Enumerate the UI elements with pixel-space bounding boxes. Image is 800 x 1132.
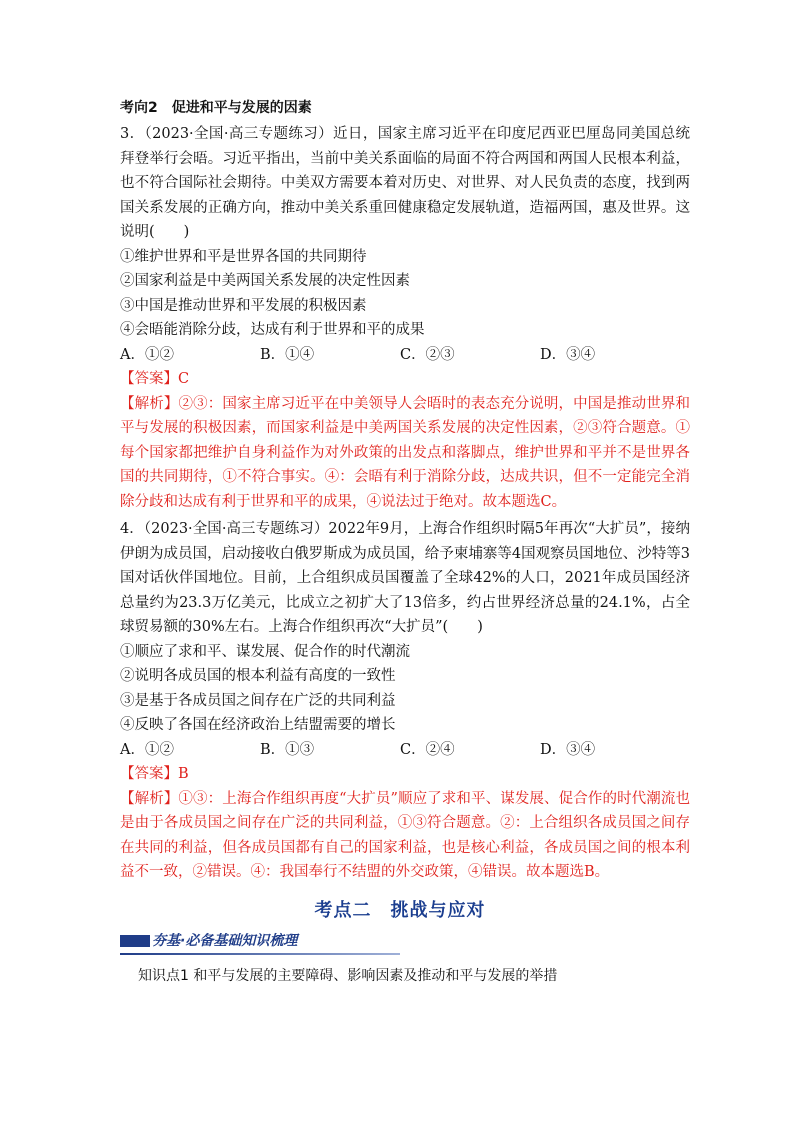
question-3-answer: 【答案】C bbox=[120, 371, 190, 387]
knowledge-point: 知识点1 和平与发展的主要障碍、影响因素及推动和平与发展的举措 bbox=[138, 968, 558, 984]
question-4-option-2: ②说明各成员国的根本利益有高度的一致性 bbox=[120, 668, 396, 684]
question-3-option-1: ①维护世界和平是世界各国的共同期待 bbox=[120, 248, 367, 265]
section-heading: 考向2 促进和平与发展的因素 bbox=[120, 100, 312, 116]
question-4-option-3: ③是基于各成员国之间存在广泛的共同利益 bbox=[120, 692, 396, 709]
kaodian-title: 考点二 挑战与应对 bbox=[314, 900, 486, 921]
section-banner bbox=[120, 929, 400, 955]
banner-underline bbox=[120, 953, 400, 955]
choice-c: C．②④ bbox=[400, 741, 455, 758]
choice-a: A．①② bbox=[120, 346, 174, 363]
question-4-option-4: ④反映了各国在经济政治上结盟需要的增长 bbox=[120, 717, 396, 733]
question-3-option-3: ③中国是推动世界和平发展的积极因素 bbox=[120, 297, 367, 314]
question-4-stem: 4．（2023·全国·高三专题练习）2022年9月，上海合作组织时隔5年再次“大扩员”，接纳伊朗为成员国，启动接收白俄罗斯成为成员国，给予柬埔寨等4国观察员国地位、沙特等3国对话伙伴国地位。目前，上合组织成员国覆盖了全球42%的人口，2021年成员国经济总量约为23.3万亿美元，比成立之初扩大了13倍多，约占世界经济总量的24.1%，占全球贸易额的30%左右。上海合作组织再次“大扩员”( ) bbox=[120, 521, 690, 635]
choice-c: C．②③ bbox=[400, 346, 455, 363]
choice-d: D．③④ bbox=[540, 741, 596, 758]
question-3-stem: 3．（2023·全国·高三专题练习）近日，国家主席习近平在印度尼西亚巴厘岛同美国总统拜登举行会晤。习近平指出，当前中美关系面临的局面不符合两国和两国人民根本利益，也不符合国际社会期待。中美双方需要本着对历史、对世界、对人民负责的态度，找到两国关系发展的正确方向，推动中美关系重回健康稳定发展轨道，造福两国，惠及世界。这说明( ) bbox=[120, 126, 690, 240]
choice-b: B．①③ bbox=[260, 741, 315, 758]
question-3-analysis: 【解析】②③：国家主席习近平在中美领导人会晤时的表态充分说明，中国是推动世界和平与发展的积极因素，而国家利益是中美两国关系发展的决定性因素，②③符合题意。①每个国家都把维护自身利益作为对外政策的出发点和落脚点，维护世界和平并不是世界各国的共同期待，①不符合事实。④：会晤有利于消除分歧，达成共识，但不一定能完全消除分歧和达成有利于世界和平的成果，④说法过于绝对。故本题选C。 bbox=[120, 395, 690, 510]
question-4-analysis: 【解析】①③：上海合作组织再度“大扩员”顺应了求和平、谋发展、促合作的时代潮流也是由于各成员国之间存在广泛的共同利益，①③符合题意。②：上合组织各成员国之间存在共同的利益，但各成员国都有自己的国家利益，也是核心利益，各成员国之间的根本利益不一致，②错误。④：我国奉行不结盟的外交政策，④错误。故本题选B。 bbox=[120, 790, 690, 880]
banner-label: 夯基·必备基础知识梳理 bbox=[152, 933, 298, 949]
question-3 bbox=[120, 122, 690, 514]
choice-a: A．①② bbox=[120, 741, 174, 758]
question-4-answer: 【答案】B bbox=[120, 766, 189, 782]
question-3-choices bbox=[120, 343, 690, 368]
question-4-choices bbox=[120, 738, 690, 763]
banner-bar bbox=[120, 935, 150, 947]
choice-d: D．③④ bbox=[540, 346, 596, 363]
question-4 bbox=[120, 517, 690, 885]
question-4-option-1: ①顺应了求和平、谋发展、促合作的时代潮流 bbox=[120, 643, 410, 660]
choice-b: B．①④ bbox=[260, 346, 315, 363]
question-3-option-2: ②国家利益是中美两国关系发展的决定性因素 bbox=[120, 273, 410, 289]
question-3-option-4: ④会晤能消除分歧，达成有利于世界和平的成果 bbox=[120, 322, 425, 338]
